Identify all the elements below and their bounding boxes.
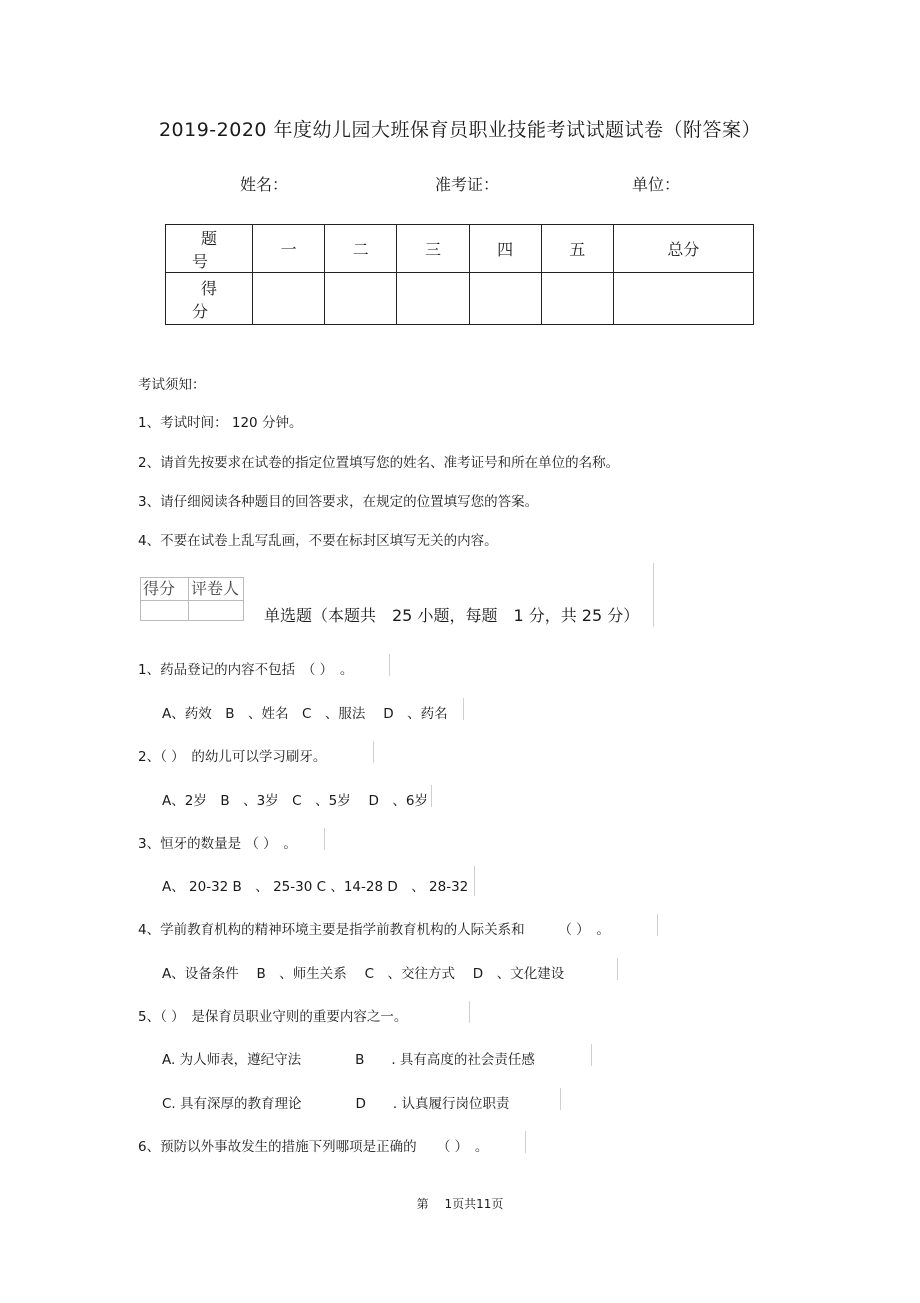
question-2-margin	[373, 741, 374, 763]
score-cell-2[interactable]	[325, 273, 397, 325]
section-divider	[653, 563, 654, 627]
stamp-divider-vertical	[188, 600, 189, 621]
score-table	[165, 224, 754, 325]
question-2-options[interactable]: A、2岁 B 、3岁 C 、5岁 D 、6岁	[162, 793, 428, 809]
score-table-score-row	[166, 273, 754, 325]
notice-item-3: 3、请仔细阅读各种题目的回答要求，在规定的位置填写您的答案。	[138, 494, 539, 510]
stamp-grader-label: 评卷人	[191, 579, 240, 598]
notice-item-4: 4、不要在试卷上乱写乱画，不要在标封区填写无关的内容。	[138, 533, 498, 549]
score-cell-4[interactable]	[469, 273, 541, 325]
score-cell-3[interactable]	[397, 273, 469, 325]
question-5-option-a-b[interactable]: A. 为人师表，遵纪守法 B . 具有高度的社会责任感	[162, 1052, 535, 1068]
question-3: 3、恒牙的数量是 （ ） 。	[138, 836, 297, 852]
question-4-options-margin	[617, 958, 618, 980]
question-1: 1、药品登记的内容不包括 （ ） 。	[138, 662, 354, 678]
score-row-label: 得 分	[166, 273, 253, 325]
question-3-options[interactable]: A、 20-32 B 、 25-30 C 、14-28 D 、 28-32	[162, 879, 469, 895]
score-cell-5[interactable]	[541, 273, 613, 325]
question-3-options-margin	[474, 866, 475, 896]
document-title: 2019-2020 年度幼儿园大班保育员职业技能考试试题试卷（附答案）	[158, 119, 762, 141]
unit-field-label[interactable]: 单位：	[632, 175, 681, 194]
section-title: 单选题（本题共 25 小题，每题 1 分，共 25 分）	[264, 606, 640, 625]
score-table-header-label: 题 号	[166, 225, 253, 273]
question-4-options[interactable]: A、设备条件 B 、师生关系 C 、交往方式 D 、文化建设	[162, 966, 565, 982]
stamp-score-label: 得分	[143, 578, 189, 600]
notice-item-1: 1、考试时间： 120 分钟。	[138, 415, 303, 431]
grader-stamp-box	[140, 577, 244, 621]
score-table-header-1: 一	[253, 225, 325, 273]
question-1-options-margin	[463, 698, 464, 720]
question-4: 4、学前教育机构的精神环境主要是指学前教育机构的人际关系和 （ ） 。	[138, 922, 610, 938]
score-table-header-4: 四	[469, 225, 541, 273]
question-2-options-margin	[431, 785, 432, 807]
page-footer: 第 1页共11页	[416, 1197, 504, 1211]
score-table-header-2: 二	[325, 225, 397, 273]
question-6: 6、预防以外事故发生的措施下列哪项是正确的 （ ） 。	[138, 1139, 489, 1155]
stamp-divider	[141, 600, 243, 601]
score-table-header-row	[166, 225, 754, 273]
score-cell-total[interactable]	[613, 273, 753, 325]
question-1-margin	[389, 654, 390, 676]
question-5-options-margin-2	[560, 1088, 561, 1110]
exam-id-field-label[interactable]: 准考证：	[435, 175, 500, 194]
notice-heading: 考试须知：	[138, 377, 206, 393]
question-5-option-c-d[interactable]: C. 具有深厚的教育理论 D . 认真履行岗位职责	[162, 1096, 510, 1112]
question-4-margin	[657, 914, 658, 936]
question-5-margin	[469, 1001, 470, 1023]
candidate-info-row	[0, 172, 920, 196]
question-3-margin	[324, 828, 325, 850]
question-6-margin	[525, 1131, 526, 1153]
notice-item-2: 2、请首先按要求在试卷的指定位置填写您的姓名、准考证号和所在单位的名称。	[138, 455, 620, 471]
name-field-label[interactable]: 姓名：	[240, 175, 289, 194]
score-table-header-total: 总分	[613, 225, 753, 273]
score-table-header-3: 三	[397, 225, 469, 273]
question-5-options-margin-1	[591, 1044, 592, 1066]
score-table-header-5: 五	[541, 225, 613, 273]
question-1-options[interactable]: A、药效 B 、姓名 C 、服法 D 、药名	[162, 706, 448, 722]
question-5: 5、（ ） 是保育员职业守则的重要内容之一。	[138, 1009, 408, 1025]
question-2: 2、（ ） 的幼儿可以学习刷牙。	[138, 749, 327, 765]
